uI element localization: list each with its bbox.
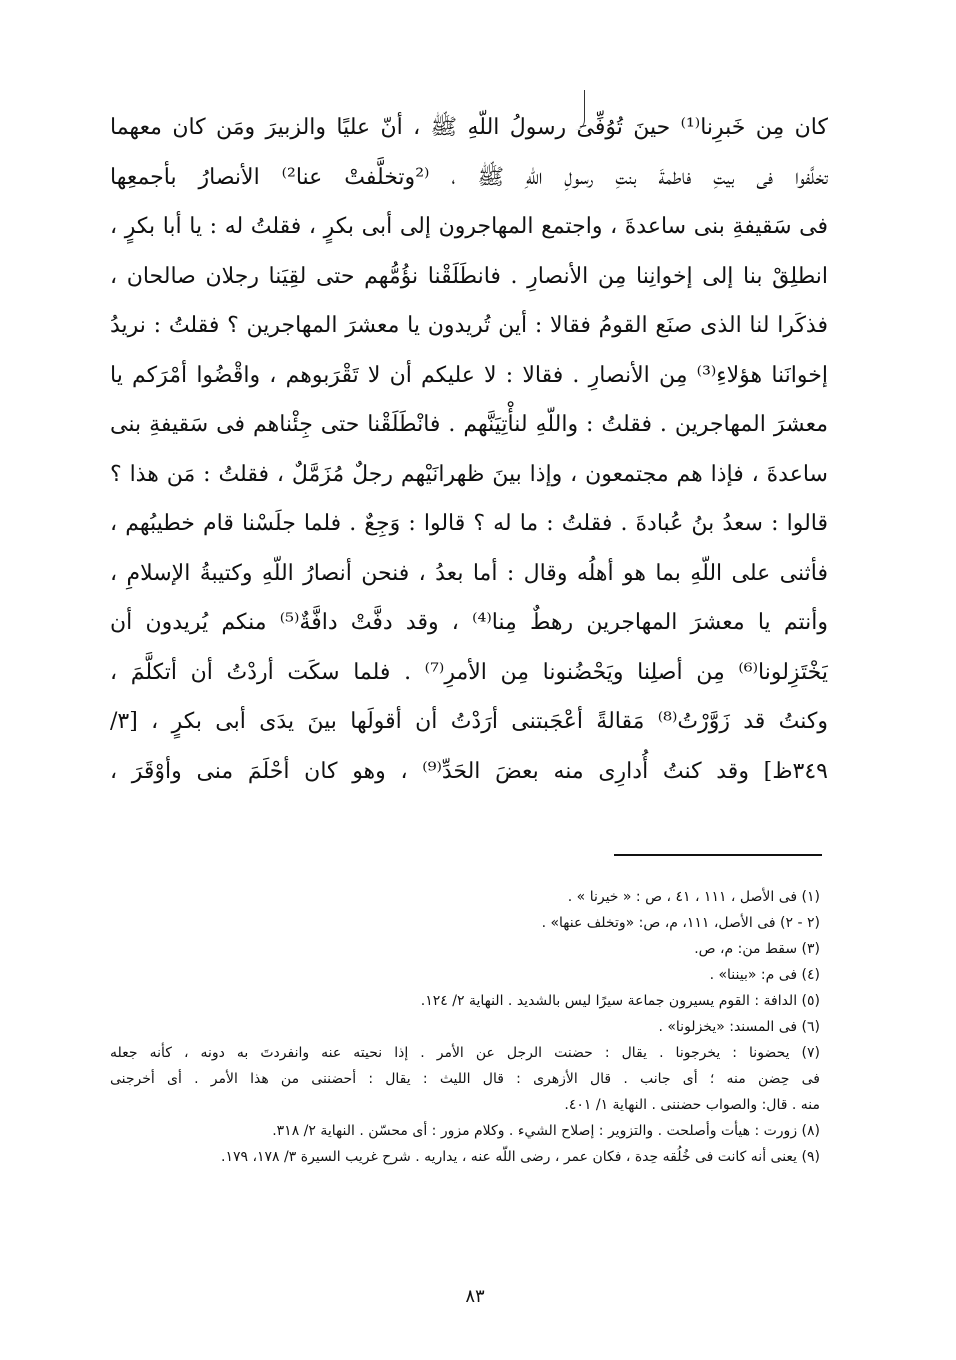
text-line: وأنتم يا معشرَ المهاجرين رهطٌ مِنا⁽⁴⁾ ، وقد دفَّتْ دافَّةٌ⁽⁵⁾ منكم يُريدون أن bbox=[110, 610, 828, 635]
footnote: (٦) فى المسند: «يخزلونا» . bbox=[658, 1019, 820, 1035]
text-line: قالوا : سعدُ بنُ عُبادةَ . فقلتُ : ما له ؟ قالوا : وَجِعٌ . فلما جلَسْنا قام خطيبُهم ، bbox=[110, 511, 828, 536]
text-line: ٣٤٩ظ] وقد كنتُ أُدارِى منه بعضَ الحَدِّ⁽⁹⁾ ، وهو كان أحْلَمَ منى وأوْقَرَ ، bbox=[110, 758, 828, 784]
text-line: فى سَقيفةِ بنى ساعدةَ ، واجتمع المهاجرون إلى أبى بكرٍ ، فقلتُ له : يا أبا بكرٍ ، bbox=[110, 214, 828, 239]
text-line: وكنتُ قد زَوَّرْتُ⁽⁸⁾ مَقالةً أعْجَبتنى أرَدْتُ أن أقولَها بينَ يدَى أبى بكرٍ ، [٣/ bbox=[110, 709, 828, 734]
footnote: (٩) يعنى أنه كانت فى خُلُقه حِدة ، فكان عمر ، رضى اللّه عنه ، يداريه . شرح غريب السيرة ٣/ ١٧٨، ١٧٩. bbox=[221, 1149, 820, 1165]
page-number: ٨٣ bbox=[465, 1286, 485, 1307]
footnotes-block bbox=[110, 884, 820, 1170]
footnote-divider bbox=[614, 854, 822, 856]
footnote-continuation: فى حِضن منه ؛ أى جانب . قال الأزهرى : قال الليث : يقال : أحضننى من هذا الأمر . أى أخرجنى bbox=[110, 1071, 820, 1087]
text-line: معشرَ المهاجرين . فقلتُ : واللّهِ لنأْتِيَنَّهم . فانْطَلَقْنا حتى جِئْناهم فى سَقيفةِ بنى bbox=[110, 412, 828, 437]
text-line: فأثنى على اللّهِ بما هو أهلُه وقال : أما بعدُ ، فنحن أنصارُ اللّهِ وكتيبةُ الإسلامِ ، bbox=[110, 560, 828, 586]
text-line: انطلِقْ بنا إلى إخوانِنا مِن الأنصارِ . فانطَلَقْنا نؤُمُّهم حتى لقِيَنا رجلان صالحان ، bbox=[110, 263, 828, 289]
footnote: (١) فى الأصل ، ١١١ ، ٤١ ، ص : « خيرنا » . bbox=[567, 889, 820, 905]
text-line: فذكَرا لنا الذى صنَع القومُ فقالا : أين تُريدون يا معشرَ المهاجرين ؟ فقلتُ : نريدُ bbox=[110, 313, 828, 338]
main-text-block bbox=[110, 103, 828, 796]
footnote-continuation: منه . قال: والصواب حضننى . النهاية ١/ ٤٠١. bbox=[564, 1097, 820, 1113]
footnote: (٢ - ٢) فى الأصل، ١١١، م، ص: «وتخلف عنها» . bbox=[541, 915, 820, 931]
text-line: يَخْتَزِلونا⁽⁶⁾ مِن أصلِنا ويَحْضُنونا مِن الأمرِ⁽⁷⁾ . فلما سكَت أردْتُ أن أتكلَّمَ ، bbox=[110, 659, 828, 685]
text-line: كان مِن خَبرِنا⁽¹⁾ حينَ تُوُفِّىَ رسولُ اللّهِ ﷺ ، أنّ عليًا والزبيرَ ومَن كان معهما bbox=[110, 115, 828, 140]
footnote: (٣) سقط من: م، ص. bbox=[694, 941, 820, 957]
text-line: إخوانَنا هؤلاءِ⁽³⁾ مِن الأنصارِ . فقالا : لا عليكم أن لا تَقْرَبوهم ، واقْضُوا أمْرَكم يا bbox=[110, 362, 828, 388]
text-line: تخلَّفوا فى بيتِ فاطمةَ بنتِ رسولِ اللّهِ ﷺ ، ⁽²وتخلَّفتْ عنا²⁾ الأنصارُ بأجمعِها bbox=[110, 164, 828, 190]
footnote: (٥) الدافة : القوم يسيرون جماعة سيرًا ليس بالشديد . النهاية ٢/ ١٢٤. bbox=[420, 993, 820, 1009]
footnote: (٤) فى م: «بيننا» . bbox=[709, 967, 820, 983]
footnote: (٧) يحضونا : يخرجونا . يقال : حضنت الرجل عن الأمر . إذا نحيته عنه وانفردتَ به دونه ، كأنه جعله bbox=[110, 1045, 820, 1061]
text-line: ساعدةَ ، فإذا هم مجتمعون ، وإذا بينَ ظهرانَيْهم رجلٌ مُزَمَّلٌ ، فقلتُ : مَن هذا ؟ bbox=[110, 461, 828, 487]
footnote: (٨) زورت : هيأت وأصلحت . والتزوير : إصلاح الشيء . وكلام مزور : أى محسّن . النهاية ٢/ ٣١٨. bbox=[272, 1123, 820, 1139]
